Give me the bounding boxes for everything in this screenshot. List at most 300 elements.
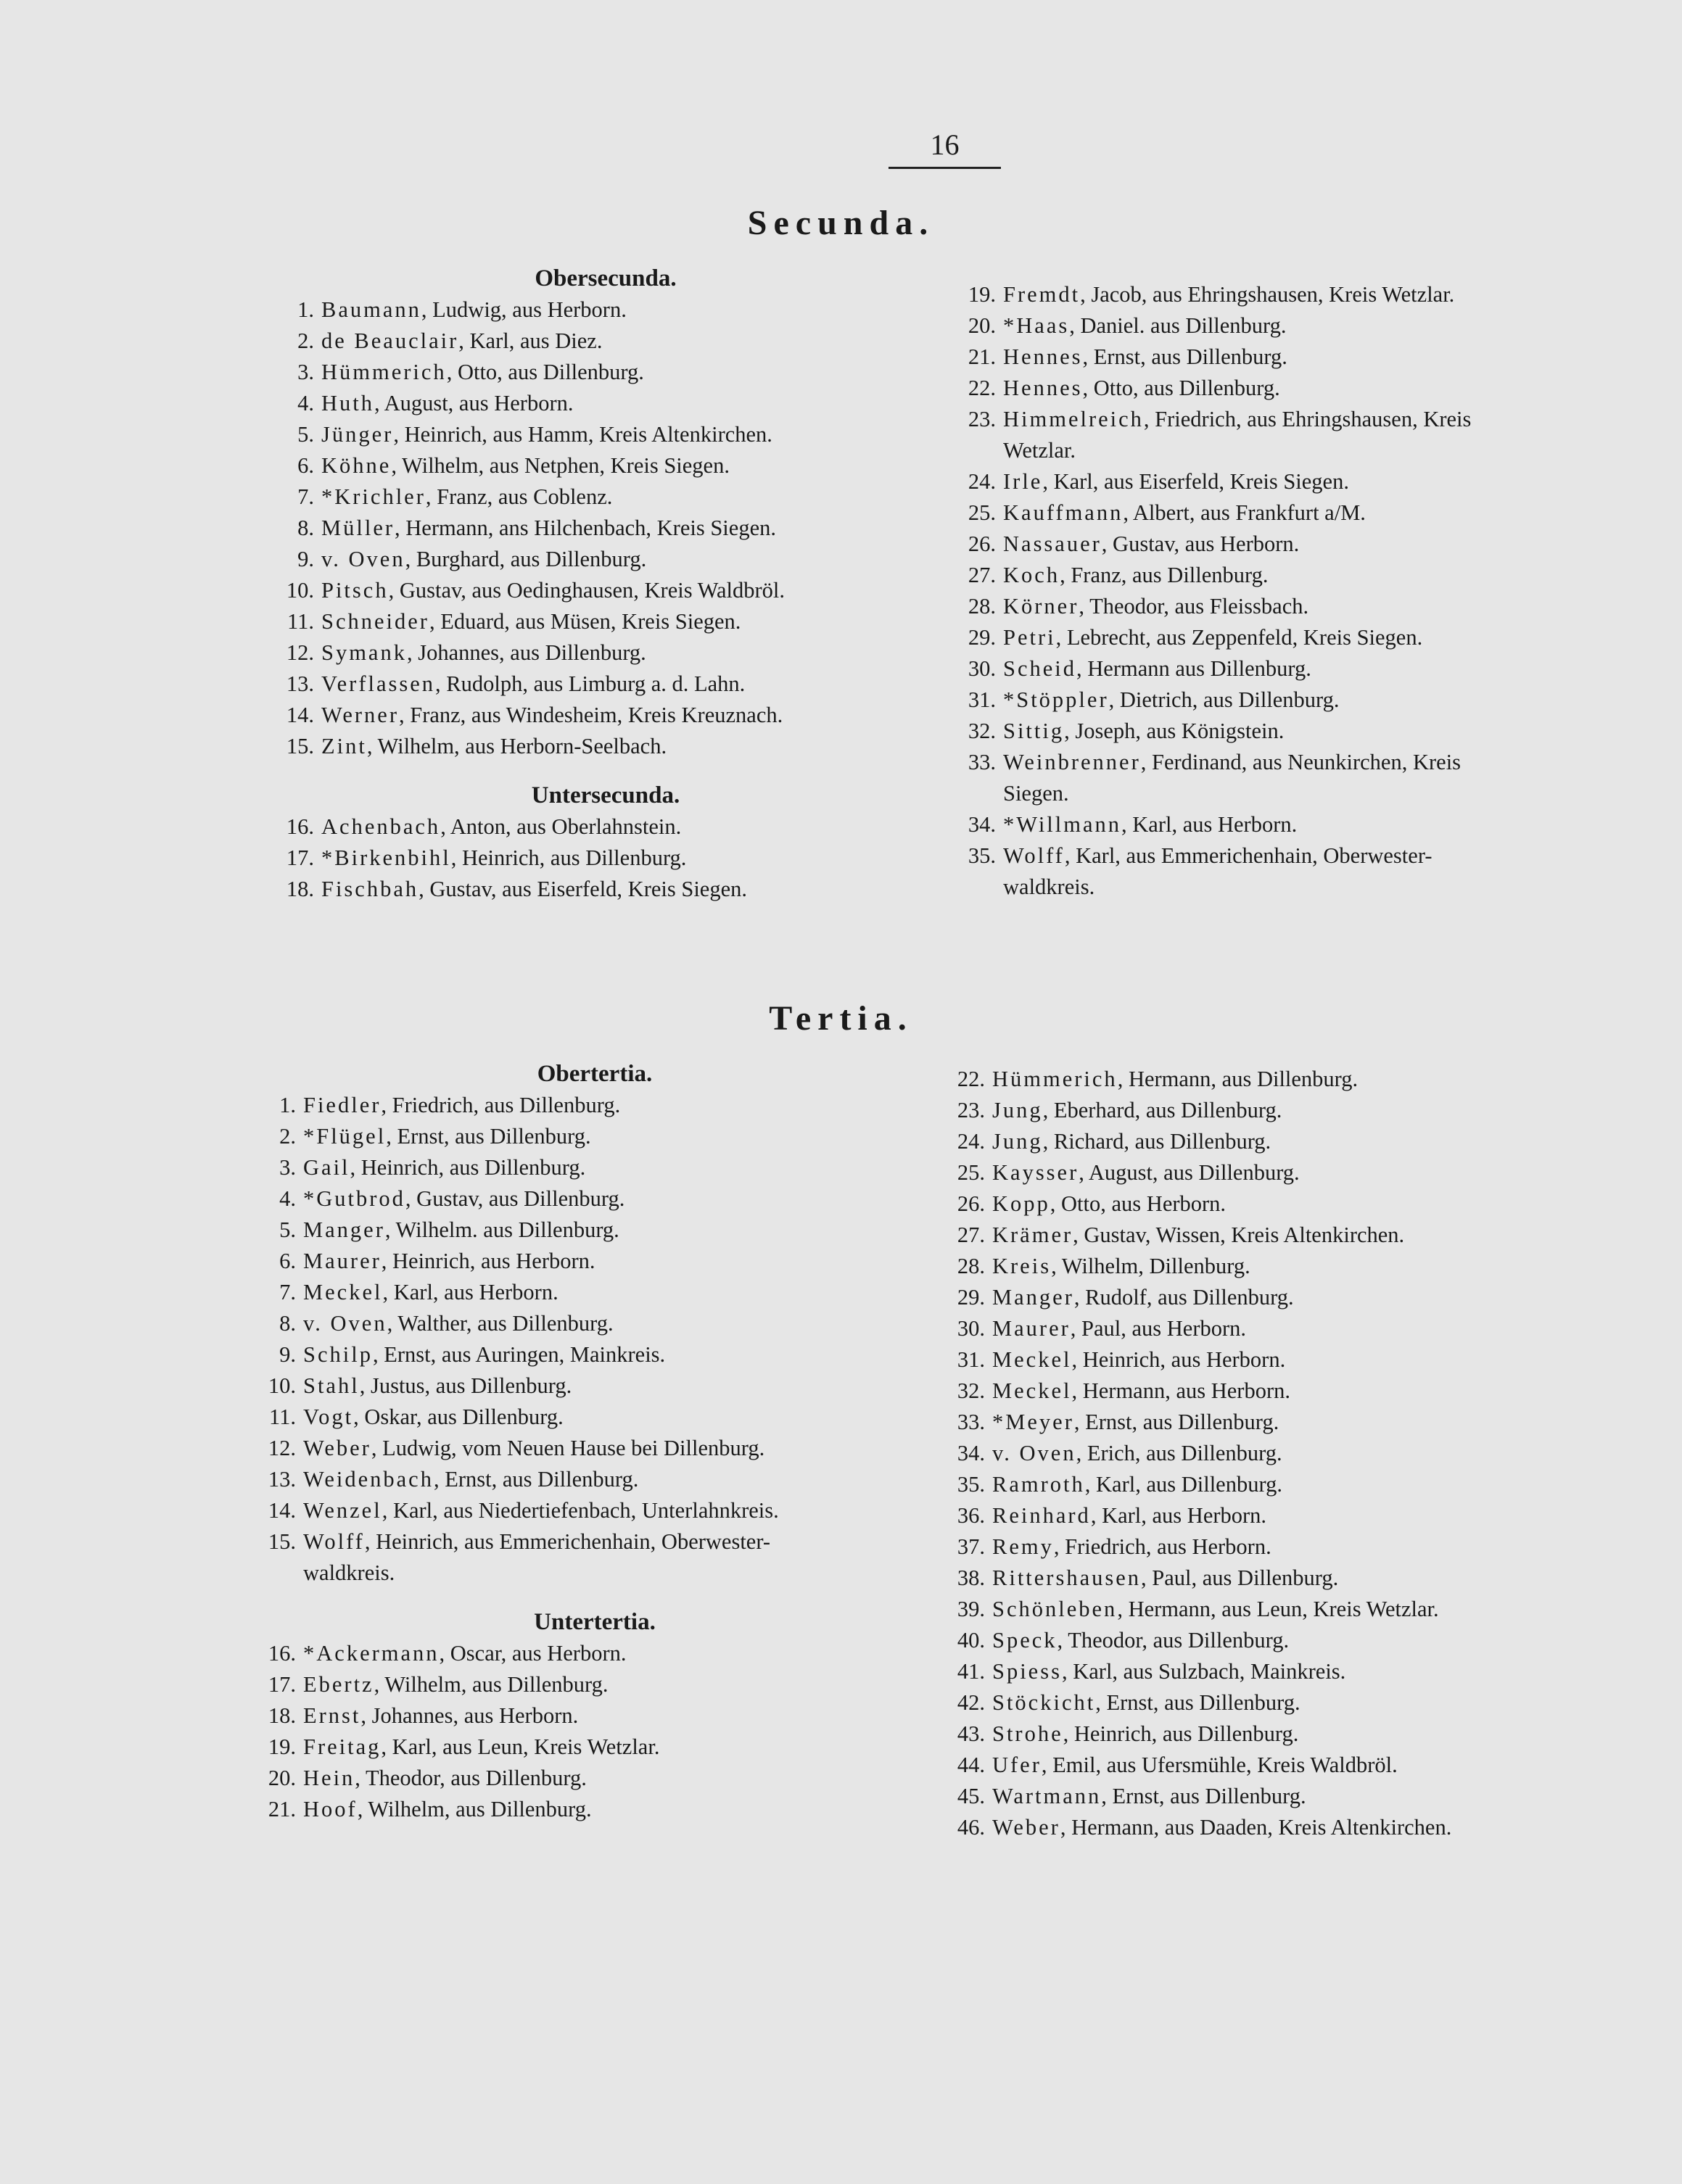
entry-number: 43.	[957, 1721, 985, 1746]
entry-number: 28.	[957, 1254, 985, 1278]
list-item	[254, 1402, 936, 1433]
list-item	[943, 1718, 1610, 1750]
entry-number: 27.	[968, 563, 996, 587]
list-item	[272, 843, 939, 874]
entry-details: , Johannes, aus Dillenburg.	[406, 640, 646, 665]
entry-number: 16.	[268, 1641, 296, 1666]
list-item	[943, 1407, 1610, 1438]
entry-surname: *Meyer	[992, 1410, 1074, 1434]
entry-details: , Karl, aus Emmerichenhain, Oberwester-	[1064, 843, 1432, 868]
entry-surname: Kopp	[992, 1191, 1050, 1216]
list-item	[954, 716, 1607, 747]
page-number: 16	[930, 128, 960, 161]
entry-details: , Otto, aus Dillenburg.	[1082, 376, 1280, 400]
entry-surname: Fiedler	[303, 1093, 382, 1117]
entry-details: , Oscar, aus Herborn.	[439, 1641, 627, 1666]
entry-details: , Rudolph, aus Limburg a. d. Lahn.	[435, 671, 746, 696]
entry-details: , Oskar, aus Dillenburg.	[353, 1405, 564, 1429]
entry-number: 26.	[957, 1191, 985, 1216]
entry-details: , Hermann, aus Herborn.	[1071, 1378, 1290, 1403]
entry-surname: Wenzel	[303, 1498, 382, 1523]
entry-surname: v. Oven	[303, 1311, 387, 1336]
entry-surname: Meckel	[992, 1378, 1072, 1403]
entry-details: , Theodor, aus Fleissbach.	[1079, 594, 1309, 619]
entry-details: , Franz, aus Coblenz.	[425, 484, 613, 509]
entry-details: , Rudolf, aus Dillenburg.	[1073, 1285, 1294, 1310]
entry-surname: Freitag	[303, 1734, 382, 1759]
list-item	[254, 1794, 936, 1825]
entry-details: , Franz, aus Dillenburg.	[1060, 563, 1269, 587]
list-item	[254, 1090, 936, 1121]
entry-details: , Richard, aus Dillenburg.	[1042, 1129, 1271, 1154]
entry-details: , August, aus Dillenburg.	[1079, 1160, 1300, 1185]
entry-details: , Ludwig, aus Herborn.	[421, 297, 627, 322]
list-item	[943, 1313, 1610, 1344]
list-item	[943, 1625, 1610, 1656]
entry-surname: *Haas	[1003, 313, 1070, 338]
entry-number: 7.	[279, 1280, 296, 1304]
entry-surname: Körner	[1003, 594, 1079, 619]
entry-details: , Karl, aus Sulzbach, Mainkreis.	[1061, 1659, 1346, 1684]
tertia-left-column	[254, 1059, 936, 1825]
entry-number: 7.	[297, 484, 314, 509]
entry-details: , Karl, aus Eiserfeld, Kreis Siegen.	[1042, 469, 1349, 494]
entry-number: 25.	[968, 500, 996, 525]
entry-details: , Hermann, aus Leun, Kreis Wetzlar.	[1117, 1597, 1439, 1621]
entry-surname: Schneider	[321, 609, 429, 634]
entry-details: , Ernst, aus Dillenburg.	[433, 1467, 639, 1492]
entry-surname: Weber	[992, 1815, 1060, 1840]
entry-number: 11.	[269, 1405, 296, 1429]
list-item	[943, 1812, 1610, 1843]
entry-details: , Burghard, aus Dillenburg.	[405, 547, 647, 571]
entry-details: , Heinrich, aus Herborn.	[1071, 1347, 1286, 1372]
entry-number: 31.	[968, 687, 996, 712]
list-item	[254, 1763, 936, 1794]
list-item	[954, 653, 1607, 684]
entry-surname: Stöckicht	[992, 1690, 1096, 1715]
secunda-left-column	[272, 263, 939, 905]
entry-number: 5.	[279, 1217, 296, 1242]
entry-number: 1.	[297, 297, 314, 322]
subsection-heading: Obersecunda.	[535, 265, 677, 291]
list-item	[943, 1531, 1610, 1563]
entry-details: , Otto, aus Dillenburg.	[446, 360, 644, 384]
list-item	[272, 294, 939, 326]
entry-number: 25.	[957, 1160, 985, 1185]
list-item	[943, 1594, 1610, 1625]
entry-number: 8.	[279, 1311, 296, 1336]
list-item	[272, 669, 939, 700]
entry-details: , Ernst, aus Dillenburg.	[1073, 1410, 1279, 1434]
entry-surname: *Birkenbihl	[321, 845, 451, 870]
entry-surname: Stahl	[303, 1373, 360, 1398]
entry-details: , Dietrich, aus Dillenburg.	[1108, 687, 1340, 712]
entry-details: , Otto, aus Herborn.	[1050, 1191, 1227, 1216]
entry-surname: Weber	[303, 1436, 371, 1460]
list-item	[954, 279, 1607, 310]
entry-surname: Koch	[1003, 563, 1060, 587]
entry-surname: Jung	[992, 1098, 1043, 1122]
entry-details: , Gustav, aus Herborn.	[1101, 531, 1300, 556]
entry-surname: Remy	[992, 1534, 1054, 1559]
entry-number: 9.	[297, 547, 314, 571]
entry-number: 17.	[286, 845, 314, 870]
entry-continuation: waldkreis.	[303, 1560, 395, 1585]
list-item	[943, 1376, 1610, 1407]
entry-number: 23.	[968, 407, 996, 431]
entry-number: 35.	[968, 843, 996, 868]
entry-surname: Ebertz	[303, 1672, 374, 1697]
entry-surname: Maurer	[303, 1249, 382, 1273]
entry-surname: *Krichler	[321, 484, 426, 509]
list-item	[954, 310, 1607, 342]
entry-number: 24.	[957, 1129, 985, 1154]
list-item	[954, 840, 1607, 903]
entry-details: , Paul, aus Herborn.	[1070, 1316, 1247, 1341]
entry-number: 10.	[268, 1373, 296, 1398]
entry-surname: *Flügel	[303, 1124, 387, 1149]
list-item	[272, 731, 939, 762]
entry-surname: Irle	[1003, 469, 1043, 494]
list-item	[943, 1750, 1610, 1781]
list-item	[272, 513, 939, 544]
entry-details: , Johannes, aus Herborn.	[360, 1703, 579, 1728]
entry-details: , Walther, aus Dillenburg.	[387, 1311, 614, 1336]
list-item	[272, 388, 939, 419]
list-item	[943, 1469, 1610, 1500]
entry-surname: Spiess	[992, 1659, 1062, 1684]
list-item	[272, 811, 939, 843]
entry-details: , Wilhelm, aus Dillenburg.	[374, 1672, 609, 1697]
list-item	[943, 1344, 1610, 1376]
list-item	[254, 1495, 936, 1526]
entry-surname: Speck	[992, 1628, 1058, 1653]
secunda-right-column	[954, 279, 1607, 903]
entry-details: , August, aus Herborn.	[374, 391, 574, 415]
section-title-secunda: Secunda.	[747, 204, 935, 242]
entry-surname: Vogt	[303, 1405, 354, 1429]
entry-details: , Gustav, Wissen, Kreis Altenkirchen.	[1073, 1223, 1405, 1247]
entry-number: 44.	[957, 1753, 985, 1777]
entry-surname: *Gutbrod	[303, 1186, 405, 1211]
entry-details: , Heinrich, aus Emmerichenhain, Oberwester-	[364, 1529, 771, 1554]
entry-number: 12.	[268, 1436, 296, 1460]
entry-number: 13.	[268, 1467, 296, 1492]
entry-details: , Karl, aus Diez.	[458, 328, 603, 353]
entry-surname: Fischbah	[321, 877, 419, 901]
entry-number: 4.	[297, 391, 314, 415]
entry-surname: Zint	[321, 734, 367, 758]
entry-number: 24.	[968, 469, 996, 494]
entry-number: 19.	[968, 282, 996, 307]
entry-surname: Hein	[303, 1766, 355, 1790]
list-item	[254, 1152, 936, 1183]
list-item	[254, 1433, 936, 1464]
list-item	[954, 497, 1607, 529]
entry-number: 34.	[957, 1441, 985, 1465]
entry-details: , Ernst, aus Dillenburg.	[1082, 344, 1287, 369]
list-item	[272, 481, 939, 513]
list-item	[272, 606, 939, 637]
entry-number: 18.	[268, 1703, 296, 1728]
entry-number: 40.	[957, 1628, 985, 1653]
entry-details: , Hermann, aus Dillenburg.	[1117, 1067, 1359, 1091]
list-item	[254, 1308, 936, 1339]
list-item	[943, 1563, 1610, 1594]
entry-details: , Heinrich, aus Herborn.	[381, 1249, 595, 1273]
list-item	[254, 1638, 936, 1669]
entry-number: 37.	[957, 1534, 985, 1559]
list-item	[254, 1246, 936, 1277]
entry-number: 8.	[297, 516, 314, 540]
entry-surname: Kauffmann	[1003, 500, 1124, 525]
entry-surname: Wolff	[303, 1529, 365, 1554]
entry-number: 9.	[279, 1342, 296, 1367]
list-item	[954, 466, 1607, 497]
entry-surname: Verflassen	[321, 671, 436, 696]
entry-surname: Ernst	[303, 1703, 361, 1728]
entry-number: 13.	[286, 671, 314, 696]
list-item	[254, 1370, 936, 1402]
list-item	[954, 529, 1607, 560]
list-item	[272, 326, 939, 357]
entry-number: 38.	[957, 1565, 985, 1590]
entry-number: 31.	[957, 1347, 985, 1372]
list-item	[943, 1781, 1610, 1812]
list-item	[943, 1188, 1610, 1220]
entry-surname: Müller	[321, 516, 395, 540]
entry-surname: Schönleben	[992, 1597, 1118, 1621]
entry-details: , Paul, aus Dillenburg.	[1141, 1565, 1339, 1590]
entry-surname: Kreis	[992, 1254, 1052, 1278]
entry-number: 5.	[297, 422, 314, 447]
entry-details: , Daniel. aus Dillenburg.	[1069, 313, 1287, 338]
list-item	[954, 373, 1607, 404]
entry-number: 32.	[968, 719, 996, 743]
entry-surname: Maurer	[992, 1316, 1071, 1341]
entry-surname: Manger	[303, 1217, 385, 1242]
entry-number: 11.	[287, 609, 314, 634]
entry-details: , Wilhelm, aus Herborn-Seelbach.	[366, 734, 667, 758]
entry-details: , Wilhelm, Dillenburg.	[1051, 1254, 1250, 1278]
entry-number: 34.	[968, 812, 996, 837]
list-item	[943, 1656, 1610, 1687]
entry-number: 22.	[957, 1067, 985, 1091]
entry-details: , Friedrich, aus Herborn.	[1053, 1534, 1271, 1559]
entry-details: , Heinrich, aus Dillenburg.	[1063, 1721, 1299, 1746]
entry-number: 20.	[968, 313, 996, 338]
list-item	[254, 1732, 936, 1763]
entry-details: , Ernst, aus Auringen, Mainkreis.	[372, 1342, 666, 1367]
entry-surname: Gail	[303, 1155, 350, 1180]
subsection-heading: Obertertia.	[537, 1061, 653, 1087]
entry-number: 32.	[957, 1378, 985, 1403]
entry-surname: Hennes	[1003, 376, 1083, 400]
entry-number: 30.	[968, 656, 996, 681]
entry-number: 18.	[286, 877, 314, 901]
entry-surname: Huth	[321, 391, 374, 415]
list-item	[943, 1282, 1610, 1313]
entry-number: 14.	[286, 703, 314, 727]
entry-details: , Gustav, aus Dillenburg.	[405, 1186, 625, 1211]
list-item	[254, 1215, 936, 1246]
section-title-tertia: Tertia.	[769, 999, 913, 1038]
entry-details: , Heinrich, aus Dillenburg.	[350, 1155, 586, 1180]
entry-continuation: Siegen.	[1003, 781, 1069, 806]
entry-number: 1.	[279, 1093, 296, 1117]
list-item	[254, 1526, 936, 1589]
entry-surname: Meckel	[303, 1280, 383, 1304]
entry-details: , Friedrich, aus Ehringshausen, Kreis	[1143, 407, 1472, 431]
entry-number: 3.	[279, 1155, 296, 1180]
entry-details: , Ludwig, vom Neuen Hause bei Dillenburg.	[371, 1436, 765, 1460]
list-item	[954, 684, 1607, 716]
entry-surname: Pitsch	[321, 578, 389, 603]
entry-details: , Heinrich, aus Dillenburg.	[450, 845, 687, 870]
page-number-rule	[889, 167, 1001, 169]
entry-details: , Joseph, aus Königstein.	[1064, 719, 1285, 743]
entry-surname: Manger	[992, 1285, 1074, 1310]
entry-number: 23.	[957, 1098, 985, 1122]
entry-number: 30.	[957, 1316, 985, 1341]
entry-number: 6.	[297, 453, 314, 478]
entry-details: , Ernst, aus Dillenburg.	[386, 1124, 591, 1149]
entry-details: , Gustav, aus Eiserfeld, Kreis Siegen.	[419, 877, 748, 901]
entry-surname: Symank	[321, 640, 407, 665]
entry-number: 29.	[968, 625, 996, 650]
entry-surname: v. Oven	[992, 1441, 1076, 1465]
subsection-heading: Untertertia.	[534, 1609, 656, 1635]
entry-number: 28.	[968, 594, 996, 619]
entry-number: 2.	[279, 1124, 296, 1149]
entry-surname: Petri	[1003, 625, 1056, 650]
entry-surname: Werner	[321, 703, 399, 727]
entry-details: , Wilhelm. aus Dillenburg.	[384, 1217, 619, 1242]
entry-details: , Ernst, aus Dillenburg.	[1095, 1690, 1300, 1715]
entry-details: , Karl, aus Niedertiefenbach, Unterlahnkreis.	[382, 1498, 779, 1523]
entry-number: 20.	[268, 1766, 296, 1790]
list-item	[272, 575, 939, 606]
list-item	[943, 1687, 1610, 1718]
entry-number: 15.	[268, 1529, 296, 1554]
entry-surname: Kaysser	[992, 1160, 1079, 1185]
list-item	[954, 622, 1607, 653]
list-item	[254, 1277, 936, 1308]
entry-details: , Eberhard, aus Dillenburg.	[1042, 1098, 1282, 1122]
list-item	[954, 404, 1607, 466]
entry-number: 21.	[268, 1797, 296, 1821]
entry-surname: Sittig	[1003, 719, 1065, 743]
entry-number: 22.	[968, 376, 996, 400]
entry-surname: Jung	[992, 1129, 1043, 1154]
entry-number: 45.	[957, 1784, 985, 1808]
entry-number: 4.	[279, 1186, 296, 1211]
entry-number: 33.	[968, 750, 996, 774]
list-item	[943, 1126, 1610, 1157]
entry-details: , Ferdinand, aus Neunkirchen, Kreis	[1140, 750, 1462, 774]
entry-details: , Theodor, aus Dillenburg.	[355, 1766, 587, 1790]
list-item	[943, 1064, 1610, 1095]
entry-continuation: waldkreis.	[1003, 874, 1095, 899]
entry-surname: Schilp	[303, 1342, 373, 1367]
entry-details: , Wilhelm, aus Netphen, Kreis Siegen.	[391, 453, 730, 478]
entry-details: , Jacob, aus Ehringshausen, Kreis Wetzlar.	[1080, 282, 1455, 307]
entry-number: 12.	[286, 640, 314, 665]
group-spacer	[272, 762, 939, 780]
entry-continuation: Wetzlar.	[1003, 438, 1076, 463]
entry-details: , Franz, aus Windesheim, Kreis Kreuznach.	[398, 703, 783, 727]
entry-surname: *Ackermann	[303, 1641, 440, 1666]
entry-details: , Hermann aus Dillenburg.	[1076, 656, 1311, 681]
entry-surname: Wolff	[1003, 843, 1065, 868]
entry-surname: *Stöppler	[1003, 687, 1109, 712]
entry-surname: Hennes	[1003, 344, 1083, 369]
entry-number: 6.	[279, 1249, 296, 1273]
entry-details: , Friedrich, aus Dillenburg.	[381, 1093, 621, 1117]
list-item	[943, 1438, 1610, 1469]
entry-number: 15.	[286, 734, 314, 758]
tertia-right-column	[943, 1064, 1610, 1843]
entry-surname: Scheid	[1003, 656, 1077, 681]
entry-number: 19.	[268, 1734, 296, 1759]
entry-number: 41.	[957, 1659, 985, 1684]
entry-surname: de Beauclair	[321, 328, 459, 353]
entry-number: 17.	[268, 1672, 296, 1697]
entry-details: , Ernst, aus Dillenburg.	[1101, 1784, 1306, 1808]
entry-details: , Karl, aus Leun, Kreis Wetzlar.	[381, 1734, 660, 1759]
entry-details: , Albert, aus Frankfurt a/M.	[1123, 500, 1366, 525]
entry-surname: Krämer	[992, 1223, 1073, 1247]
entry-details: , Hermann, aus Daaden, Kreis Altenkirchen.	[1060, 1815, 1452, 1840]
entry-number: 39.	[957, 1597, 985, 1621]
entry-number: 16.	[286, 814, 314, 839]
subsection-heading: Untersecunda.	[531, 782, 680, 808]
entry-surname: Baumann	[321, 297, 421, 322]
entry-number: 21.	[968, 344, 996, 369]
list-item	[272, 637, 939, 669]
entry-details: , Anton, aus Oberlahnstein.	[440, 814, 682, 839]
entry-details: , Eduard, aus Müsen, Kreis Siegen.	[429, 609, 741, 634]
entry-surname: Hoof	[303, 1797, 358, 1821]
list-item	[272, 450, 939, 481]
entry-surname: Nassauer	[1003, 531, 1102, 556]
entry-details: , Theodor, aus Dillenburg.	[1057, 1628, 1290, 1653]
entry-number: 14.	[268, 1498, 296, 1523]
entry-surname: Weidenbach	[303, 1467, 434, 1492]
list-item	[943, 1251, 1610, 1282]
entry-details: , Hermann, ans Hilchenbach, Kreis Siegen.	[395, 516, 776, 540]
entry-details: , Karl, aus Dillenburg.	[1084, 1472, 1282, 1497]
entry-surname: Himmelreich	[1003, 407, 1144, 431]
entry-number: 26.	[968, 531, 996, 556]
entry-surname: Strohe	[992, 1721, 1063, 1746]
entry-details: , Heinrich, aus Hamm, Kreis Altenkirchen.	[393, 422, 772, 447]
entry-details: , Karl, aus Herborn.	[382, 1280, 558, 1304]
entry-surname: Reinhard	[992, 1503, 1091, 1528]
group-spacer	[254, 1589, 936, 1607]
list-item	[954, 591, 1607, 622]
list-item	[272, 700, 939, 731]
entry-number: 46.	[957, 1815, 985, 1840]
entry-details: , Justus, aus Dillenburg.	[359, 1373, 572, 1398]
list-item	[272, 874, 939, 905]
list-item	[254, 1669, 936, 1700]
list-item	[954, 560, 1607, 591]
entry-details: , Gustav, aus Oedinghausen, Kreis Waldbröl.	[388, 578, 786, 603]
entry-surname: Ramroth	[992, 1472, 1085, 1497]
entry-number: 33.	[957, 1410, 985, 1434]
